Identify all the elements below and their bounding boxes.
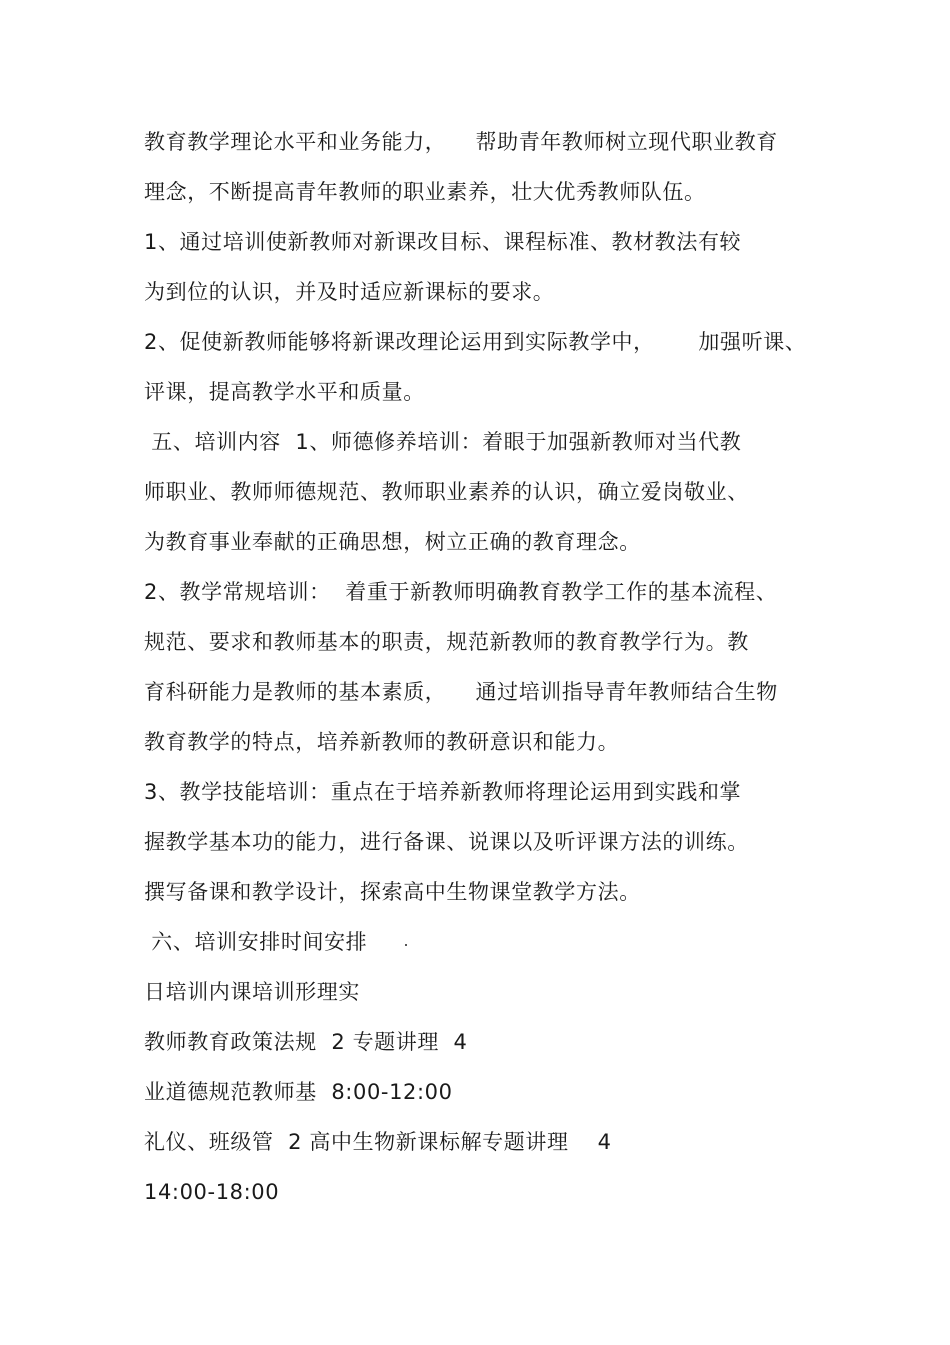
text-line: 1、通过培训使新教师对新课改目标、课程标准、教材教法有较 <box>144 230 742 254</box>
text-line: 2、教学常规培训： 着重于新教师明确教育教学工作的基本流程、 <box>144 580 778 604</box>
text-line: 握教学基本功的能力，进行备课、说课以及听评课方法的训练。 <box>144 830 749 854</box>
text-line: 为教育事业奉献的正确思想，树立正确的教育理念。 <box>144 530 641 554</box>
schedule-line: 礼仪、班级管 2 高中生物新课标解专题讲理 4 <box>144 1130 612 1154</box>
schedule-line: 教师教育政策法规 2 专题讲理 4 <box>144 1030 468 1054</box>
text-line: 理念，不断提高青年教师的职业素养，壮大优秀教师队伍。 <box>144 180 706 204</box>
text-line: 教育教学理论水平和业务能力， 帮助青年教师树立现代职业教育 <box>144 130 778 154</box>
text-line: 师职业、教师师德规范、教师职业素养的认识，确立爱岗敬业、 <box>144 480 749 504</box>
text-line: 育科研能力是教师的基本素质， 通过培训指导青年教师结合生物 <box>144 680 778 704</box>
stray-mark <box>405 944 407 946</box>
text-line: 撰写备课和教学设计，探索高中生物课堂教学方法。 <box>144 880 641 904</box>
text-line: 规范、要求和教师基本的职责，规范新教师的教育教学行为。教 <box>144 630 749 654</box>
section-heading-line: 六、培训安排时间安排 <box>144 930 368 954</box>
schedule-line: 14:00-18:00 <box>144 1180 280 1204</box>
text-line: 2、促使新教师能够将新课改理论运用到实际教学中， 加强听课、 <box>144 330 807 354</box>
schedule-line: 业道德规范教师基 8:00-12:00 <box>144 1080 453 1104</box>
text-line: 为到位的认识，并及时适应新课标的要求。 <box>144 280 555 304</box>
schedule-line: 日培训内课培训形理实 <box>144 980 360 1004</box>
text-line: 3、教学技能培训：重点在于培养新教师将理论运用到实践和掌 <box>144 780 742 804</box>
section-heading-line: 五、培训内容 1、师德修养培训：着眼于加强新教师对当代教 <box>144 430 742 454</box>
text-line: 评课，提高教学水平和质量。 <box>144 380 425 404</box>
text-line: 教育教学的特点，培养新教师的教研意识和能力。 <box>144 730 620 754</box>
